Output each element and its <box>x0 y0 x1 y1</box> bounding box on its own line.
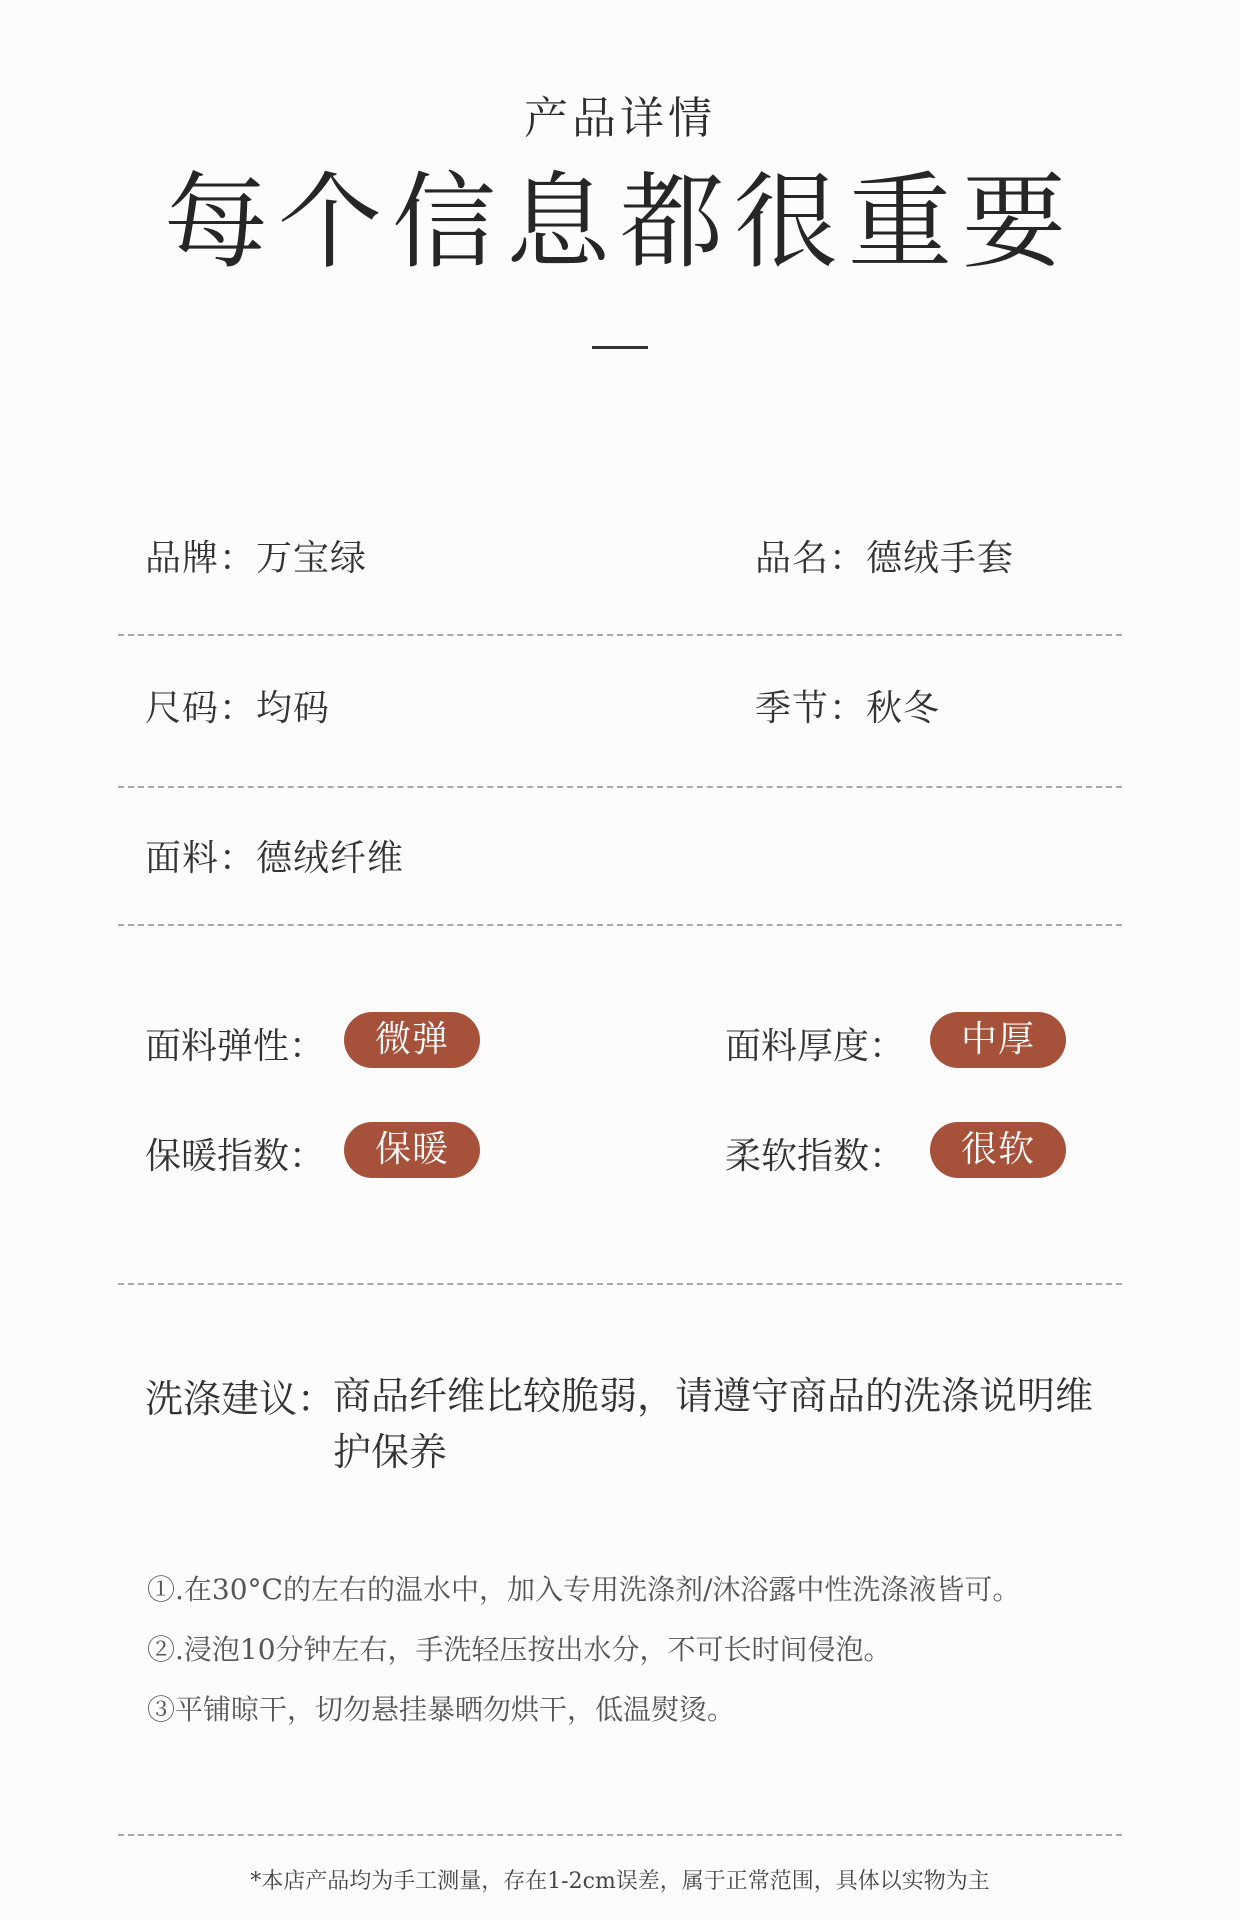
thickness-label: 面料厚度： <box>725 1026 906 1067</box>
elasticity-badge: 微弹 <box>344 1012 480 1068</box>
elasticity-label: 面料弹性： <box>145 1026 326 1067</box>
product-name-text: 品名：德绒手套 <box>755 538 1015 579</box>
thickness-badge: 中厚 <box>930 1012 1066 1068</box>
footer-divider <box>118 1834 1122 1836</box>
row-divider <box>118 786 1122 788</box>
brand-text: 品牌：万宝绿 <box>145 538 368 579</box>
softness-label: 柔软指数： <box>725 1136 906 1177</box>
washing-step: ②.浸泡10分钟左右，手洗轻压按出水分，不可长时间侵泡。 <box>147 1633 892 1666</box>
warmth-label: 保暖指数： <box>145 1136 326 1177</box>
washing-step: ①.在30°C的左右的温水中，加入专用洗涤剂/沐浴露中性洗涤液皆可。 <box>147 1573 1021 1606</box>
washing-step: ③平铺晾干，切勿悬挂暴晒勿烘干，低温熨烫。 <box>147 1693 736 1726</box>
title-divider <box>592 346 648 349</box>
warmth-badge: 保暖 <box>344 1122 480 1178</box>
page-title: 每个信息都很重要 <box>163 161 1076 283</box>
page-subtitle: 产品详情 <box>524 93 716 144</box>
row-divider <box>118 634 1122 636</box>
row-divider <box>118 924 1122 926</box>
fabric-text: 面料：德绒纤维 <box>145 838 405 879</box>
season-text: 季节：秋冬 <box>755 688 941 729</box>
measurement-footnote: *本店产品均为手工测量，存在1-2cm误差，属于正常范围，具体以实物为主 <box>250 1869 990 1894</box>
size-text: 尺码：均码 <box>145 688 331 729</box>
softness-badge: 很软 <box>930 1122 1066 1178</box>
washing-advice: 商品纤维比较脆弱，请遵守商品的洗涤说明维护保养 <box>333 1374 1094 1474</box>
washing-label: 洗涤建议： <box>145 1377 336 1421</box>
row-divider <box>118 1283 1122 1285</box>
